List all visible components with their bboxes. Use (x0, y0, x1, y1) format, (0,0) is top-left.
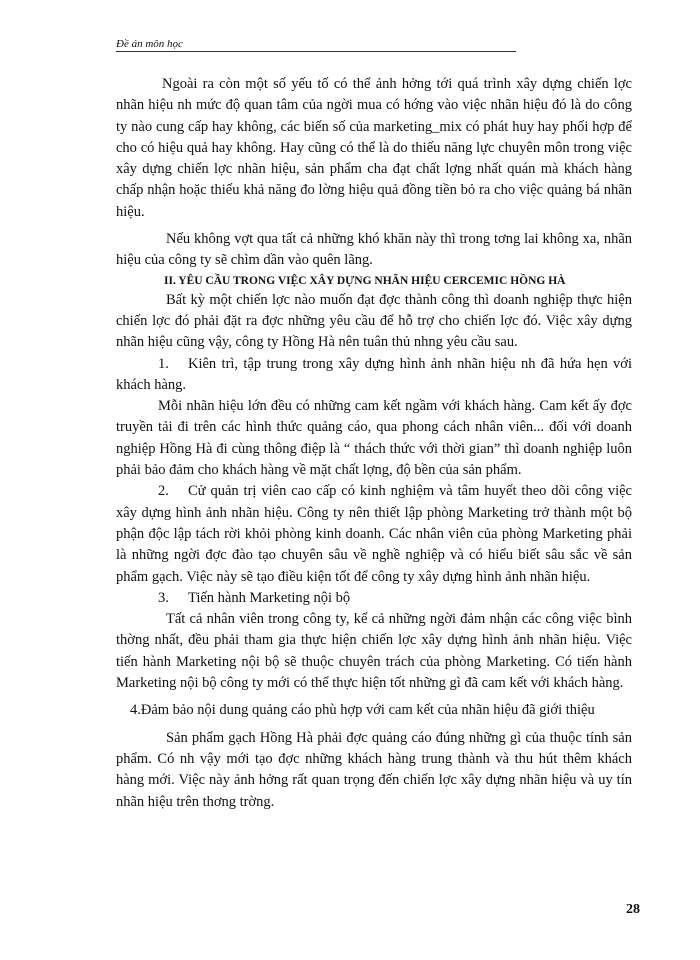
paragraph-advertising: Sản phẩm gạch Hồng Hà phải đợc quảng cáo đúng những gì của thuộc tính sản phẩm. Có nh vậy mới tạo đợc những khách hàng trung thành và thu hút thêm khách hàng mới. Việc này ảnh hởng rất quan trọng đến chiến lợc xây dựng nhãn hiệu và uy tín nhãn hiệu trên thơng trờng. (116, 729, 632, 810)
paragraph-requirements-intro: Bất kỳ một chiến lợc nào muốn đạt đợc thành công thì doanh nghiệp thực hiện chiến lợc đó phải đặt ra đợc những yêu cầu để hỗ trợ cho chiến lợc đó. Việc xây dựng nhãn hiệu cũng vậy, công ty Hồng Hà nên tuân thủ nhng yêu cầu sau. (116, 291, 632, 351)
list-item-3-number: 3. (158, 589, 169, 606)
paragraph-internal-marketing: Tất cả nhân viên trong công ty, kể cả những ngời đảm nhận các công việc bình thờng nhất, đều phải tham gia thực hiện chiến lợc xây dựng hình ảnh nhãn hiệu. Việc tiến hành Marketing nội bộ sẽ thuộc chuyên trách của phòng Marketing. Có tiến hành Marketing nội bộ công ty mới có thể thực hiện tốt những gì đã cam kết với khách hàng. (116, 611, 632, 692)
list-item-2-text: Cử quản trị viên cao cấp có kinh nghiệm và tâm huyết theo dõi công việc xây dựng hình ảnh nhãn hiệu. Công ty nên thiết lập phòng Marketing trở thành một bộ phận độc lập tách rời khỏi phòng kinh doanh. Các nhân viên của phòng Marketing phải là những ngời đợc đào tạo chuyên sâu về nghề nghiệp và có hiểu biết sâu sắc về sản phẩm gạch. Việc này sẽ tạo điều kiện tốt để công ty xây dựng hình ảnh nhãn hiệu. (116, 483, 632, 585)
list-item-3 (116, 588, 632, 609)
list-item-2-number: 2. (158, 483, 169, 500)
list-item-1-number: 1. (158, 355, 169, 372)
paragraph-commitment: Mỗi nhãn hiệu lớn đều có những cam kết ngầm với khách hàng. Cam kết ấy đợc truyền tải đi trên các hình thức quảng cáo, qua phong cách nhân viên... đối với doanh nghiệp Hồng Hà đi cùng thông điệp là “ thách thức với thời gian” thì doanh nghiệp luôn phải bảo đảm cho khách hàng về mặt chất lợng, độ bền của sản phẩm. (116, 398, 632, 479)
document-body (116, 74, 632, 813)
page-number: 28 (626, 902, 640, 917)
list-item-1-text: Kiên trì, tập trung trong xây dựng hình ảnh nhãn hiệu nh đã hứa hẹn với khách hàng. (116, 355, 632, 393)
paragraph-intro: Ngoài ra còn một số yếu tố có thể ảnh hởng tới quá trình xây dựng chiến lợc nhãn hiệu nh mức độ quan tâm của ngời mua có hớng vào việc nhãn hiệu đó là do công ty nào cung cấp hay không, các biến số của marketing_mix có phát huy hay phối hợp để cho có hiệu quả hay không. Hay cũng có thể là do thiếu năng lực chuyên môn trong việc xây dựng chiến lợc nhãn hiệu, sản phẩm cha đạt chất lợng nhất quán mà khách hàng chấp nhận hoặc thiếu khả năng đo lờng hiệu quả đồng tiền bỏ ra cho việc quảng bá nhãn hiệu. (116, 76, 632, 220)
page-header: Đề án môn học (116, 38, 516, 52)
list-item-4: 4.Đảm bảo nội dung quảng cáo phù hợp với cam kết của nhãn hiệu đã giới thiệu (130, 702, 595, 719)
list-item-1 (116, 354, 632, 397)
list-item-3-text: Tiến hành Marketing nội bộ (188, 589, 351, 606)
paragraph-warning: Nếu không vợt qua tất cả những khó khăn này thì trong tơng lai không xa, nhãn hiệu của công ty sẽ chìm dần vào quên lãng. (116, 231, 632, 269)
section-title: II. YÊU CẦU TRONG VIỆC XÂY DỰNG NHÃN HIỆU CERCEMIC HỒNG HÀ (164, 274, 566, 287)
list-item-2 (116, 481, 632, 587)
